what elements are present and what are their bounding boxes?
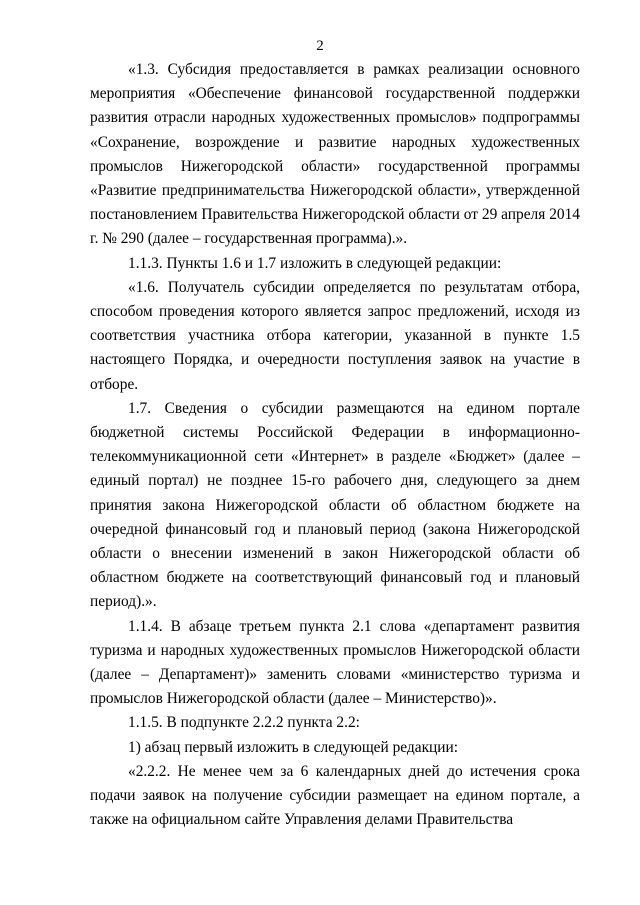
paragraph-1-3: «1.3. Субсидия предоставляется в рамках реализации основного мероприятия «Обеспечение финансовой государственной поддержки развития отрасли народных художественных промыслов» подпрограммы «Сохранение, возрождение и развитие народных художественных промыслов Нижегородской области» государственной программы «Развитие предпринимательства Нижегородской области», утвержденной постановлением Правительства Нижегородской области от 29 апреля 2014 г. № 290 (далее – государственная программа).».	[90, 61, 580, 248]
paragraph-1-1-3: 1.1.3. Пункты 1.6 и 1.7 изложить в следующей редакции:	[128, 254, 502, 272]
paragraph-1-6: «1.6. Получатель субсидии определяется по результатам отбора, способом проведения которого является запрос предложений, исходя из соответствия участника отбора категории, указанной в пункте 1.5 настоящего Порядка, и очередности поступления заявок на участие в отборе.	[90, 278, 580, 393]
paragraph-1-1-4: 1.1.4. В абзаце третьем пункта 2.1 слова «департамент развития туризма и народных художественных промыслов Нижегородской области (далее – Департамент)» заменить словами «министерство туризма и промыслов Нижегородской области (далее – Министерство)».	[90, 617, 580, 708]
document-body	[90, 58, 580, 833]
paragraph-1-7: 1.7. Сведения о субсидии размещаются на едином портале бюджетной системы Российской Федерации в информационно-телекоммуникационной сети «Интернет» в разделе «Бюджет» (далее – единый портал) не позднее 15-го рабочего дня, следующего за днем принятия закона Нижегородской области об областном бюджете на очередной финансовый год и плановый период (закона Нижегородской области о внесении изменений в закон Нижегородской области об областном бюджете на соответствующий финансовый год и плановый период).».	[90, 399, 580, 611]
paragraph-2-2-2: «2.2.2. Не менее чем за 6 календарных дней до истечения срока подачи заявок на получение субсидии размещает на едином портале, а также на официальном сайте Управления делами Правительства	[90, 762, 580, 829]
paragraph-subitem-1: 1) абзац первый изложить в следующей редакции:	[128, 738, 459, 756]
paragraph-1-1-5: 1.1.5. В подпункте 2.2.2 пункта 2.2:	[128, 714, 360, 732]
page-number: 2	[316, 38, 324, 54]
